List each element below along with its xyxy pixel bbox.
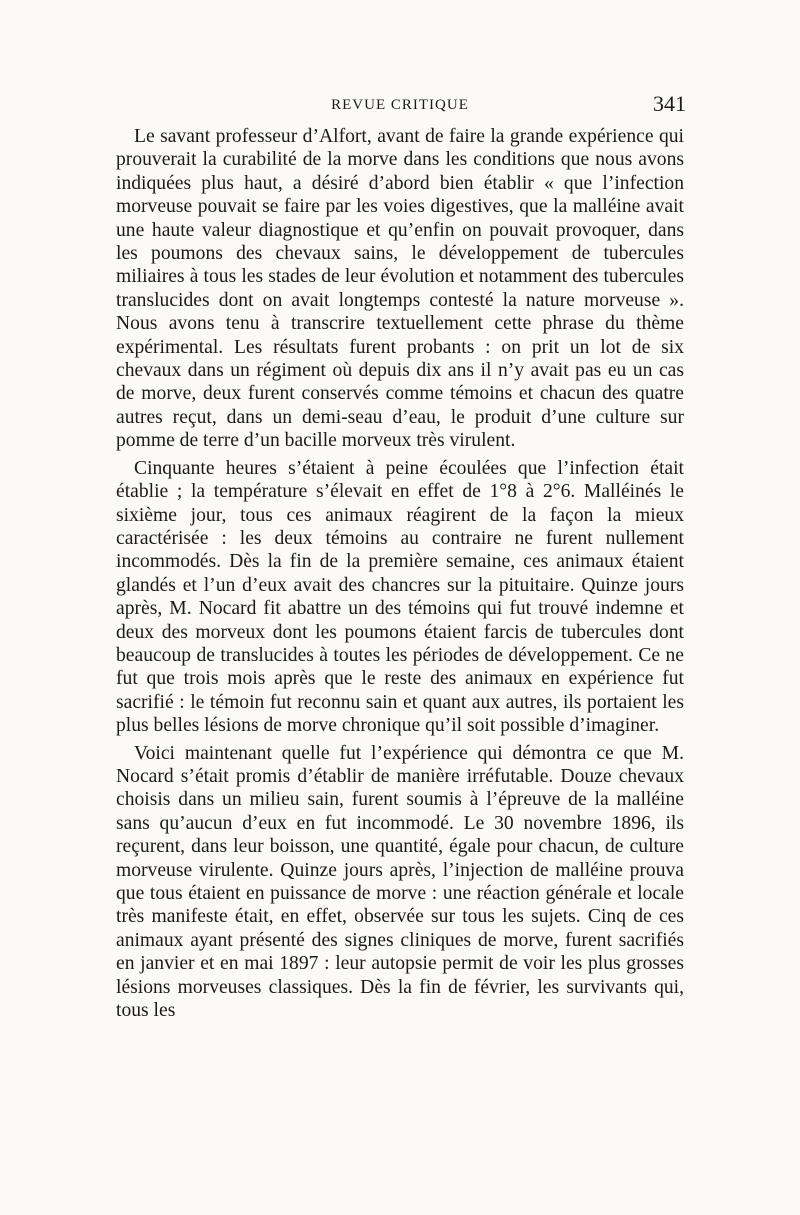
body-text — [116, 125, 684, 1026]
paragraph-1: Le savant professeur d’Alfort, avant de faire la grande expérience qui prouverait la curabilité de la morve dans les conditions que nous avons indiquées plus haut, a désiré d’abord bien établir « que l’infection morveuse pouvait se faire par les voies digestives, que la malléine avait une haute valeur diagnostique et qu’enfin on pouvait provoquer, dans les poumons des chevaux sains, le développement de tubercules miliaires à tous les stades de leur évolution et notamment des tubercules translucides dont on avait longtemps contesté la nature morveuse ». Nous avons tenu à transcrire textuellement cette phrase du thème expérimental. Les résultats furent probants : on prit un lot de six chevaux dans un régiment où depuis dix ans il n’y avait pas eu un cas de morve, deux furent conservés comme témoins et chacun des quatre autres reçut, dans un demi-seau d’eau, le produit d’une culture sur pomme de terre d’un bacille morveux très virulent. — [116, 126, 684, 452]
paragraph-3: Voici maintenant quelle fut l’expérience qui démontra ce que M. Nocard s’était promis d’établir de manière irréfutable. Douze chevaux choisis dans un milieu sain, furent soumis à l’épreuve de la malléine sans qu’aucun d’eux en fut incommodé. Le 30 novembre 1896, ils reçurent, dans leur boisson, une quantité, égale pour chacun, de culture morveuse virulente. Quinze jours après, l’injection de malléine prouva que tous étaient en puissance de morve : une réaction générale et locale très manifeste était, en effet, observée sur tous les sujets. Cinq de ces animaux ayant présenté des signes cliniques de morve, furent sacrifiés en janvier et en mai 1897 : leur autopsie permit de voir les plus grosses lésions morveuses classiques. Dès la fin de février, les survivants qui, tous les — [116, 742, 684, 1022]
page-number: 341 — [653, 91, 686, 116]
running-title: REVUE CRITIQUE — [331, 97, 469, 113]
running-head — [116, 91, 686, 121]
paragraph-2: Cinquante heures s’étaient à peine écoulées que l’infection était établie ; la température s’élevait en effet de 1°8 à 2°6. Malléinés le sixième jour, tous ces animaux réagirent de la façon la mieux caractérisée : les deux témoins au contraire ne furent nullement incommodés. Dès la fin de la première semaine, ces animaux étaient glandés et l’un d’eux avait des chancres sur la pituitaire. Quinze jours après, M. Nocard fit abattre un des témoins qui fut trouvé indemne et deux des morveux dont les poumons étaient farcis de tubercules dont beaucoup de translucides à toutes les périodes de développement. Ce ne fut que trois mois après que le reste des animaux en expérience fut sacrifié : le témoin fut reconnu sain et quant aux autres, ils portaient les plus belles lésions de morve chronique qu’il soit possible d’imaginer. — [116, 457, 684, 737]
